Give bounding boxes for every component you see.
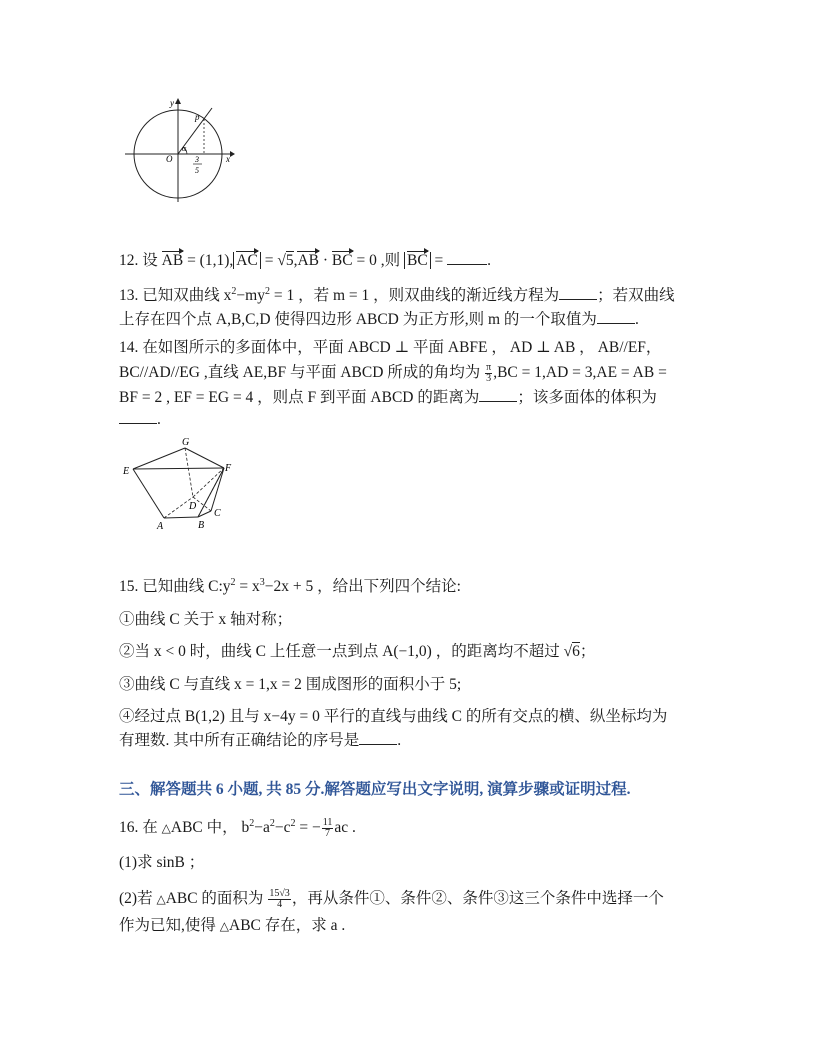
point-p-label: p bbox=[195, 112, 200, 122]
question-14-line3: BF = 2 , EF = EG = 4 ，则点 F 到平面 ABCD 的距离为 ；该多面体的体积为 bbox=[119, 389, 657, 406]
question-14-line4: . bbox=[119, 409, 161, 430]
y-axis-label: y bbox=[170, 98, 174, 108]
unit-circle-figure bbox=[118, 96, 238, 206]
answer-blank bbox=[559, 285, 597, 300]
frac-num: 3 bbox=[195, 155, 199, 164]
vertex-e-label: E bbox=[123, 466, 130, 477]
question-16-part1: (1)求 sinB ； bbox=[119, 854, 205, 871]
answer-blank bbox=[479, 387, 517, 402]
frac-den: 5 bbox=[195, 166, 199, 175]
answer-blank bbox=[447, 250, 487, 265]
section-3-heading: 三、解答题共 6 小题, 共 85 分.解答题应写出文字说明, 演算步骤或证明过程. bbox=[119, 781, 631, 798]
question-15-item4-line2: 有理数. 其中所有正确结论的序号是 . bbox=[119, 732, 402, 749]
question-13-line1: 13. 已知双曲线 $x^2-my^2 = 1$ ，若 m = 1 ，则双曲线的渐近线方程为 ；若双曲线 bbox=[119, 285, 675, 304]
question-15-line1: 15. 已知曲线 $C:y^2 = x^3-2x + 5$ ，给出下列四个结论: bbox=[119, 576, 461, 595]
vertex-a-label: A bbox=[157, 521, 164, 532]
vertex-g-label: G bbox=[182, 437, 190, 448]
question-15-item3: ③曲线 C 与直线 x = 1,x = 2 围成图形的面积小于 5; bbox=[119, 676, 462, 693]
vertex-c-label: C bbox=[214, 508, 221, 519]
question-13-line2: 上存在四个点 A,B,C,D 使得四边形 ABCD 为正方形,则 m 的一个取值为 . bbox=[119, 311, 639, 328]
question-14-line1: 14. 在如图所示的多面体中，平面 ABCD ⊥ 平面 ABFE ， AD ⊥ AB ， AB//EF， bbox=[119, 339, 662, 356]
question-14-line2: BC//AD//EG ,直线 AE,BF 与平面 ABCD 所成的角均为 $\frac{\pi}{3}$ ,BC = 1,AD = 3,AE = AB = bbox=[119, 362, 667, 384]
origin-label: O bbox=[166, 154, 173, 164]
question-16-line1: 16. 在 △ABC 中， $b^2-a^2-c^2$ = − $\frac{11}{7}$ ac . bbox=[119, 817, 356, 839]
question-16-part2-line2: 作为已知,使得 △ABC 存在，求 a . bbox=[119, 917, 346, 934]
answer-blank bbox=[597, 309, 635, 324]
question-15-item4-line1: ④经过点 B(1,2) 且与 x−4y = 0 平行的直线与曲线 C 的所有交点的横、纵坐标均为 bbox=[119, 708, 668, 725]
question-12: 12. 设 AB = (1,1), AC = √5,AB · BC = 0 ,则 BC = . bbox=[119, 252, 492, 269]
polyhedron-figure bbox=[118, 434, 248, 534]
vertex-b-label: B bbox=[198, 520, 205, 531]
answer-blank bbox=[359, 730, 397, 745]
x-axis-label: x bbox=[226, 154, 230, 164]
vertex-f-label: F bbox=[225, 463, 232, 474]
question-15-item2: ②当 x < 0 时，曲线 C 上任意一点到点 A(−1,0) ，的距离均不超过 √6； bbox=[119, 643, 596, 660]
question-15-item1: ①曲线 C 关于 x 轴对称； bbox=[119, 611, 293, 628]
vertex-d-label: D bbox=[189, 501, 197, 512]
question-16-part2-line1: (2)若 △ABC 的面积为 $\frac{15√3}{4}$ ，再从条件①、条件②、条件③这三个条件中选择一个 bbox=[119, 888, 664, 910]
answer-blank bbox=[119, 409, 157, 424]
alpha-label: α bbox=[182, 144, 187, 153]
